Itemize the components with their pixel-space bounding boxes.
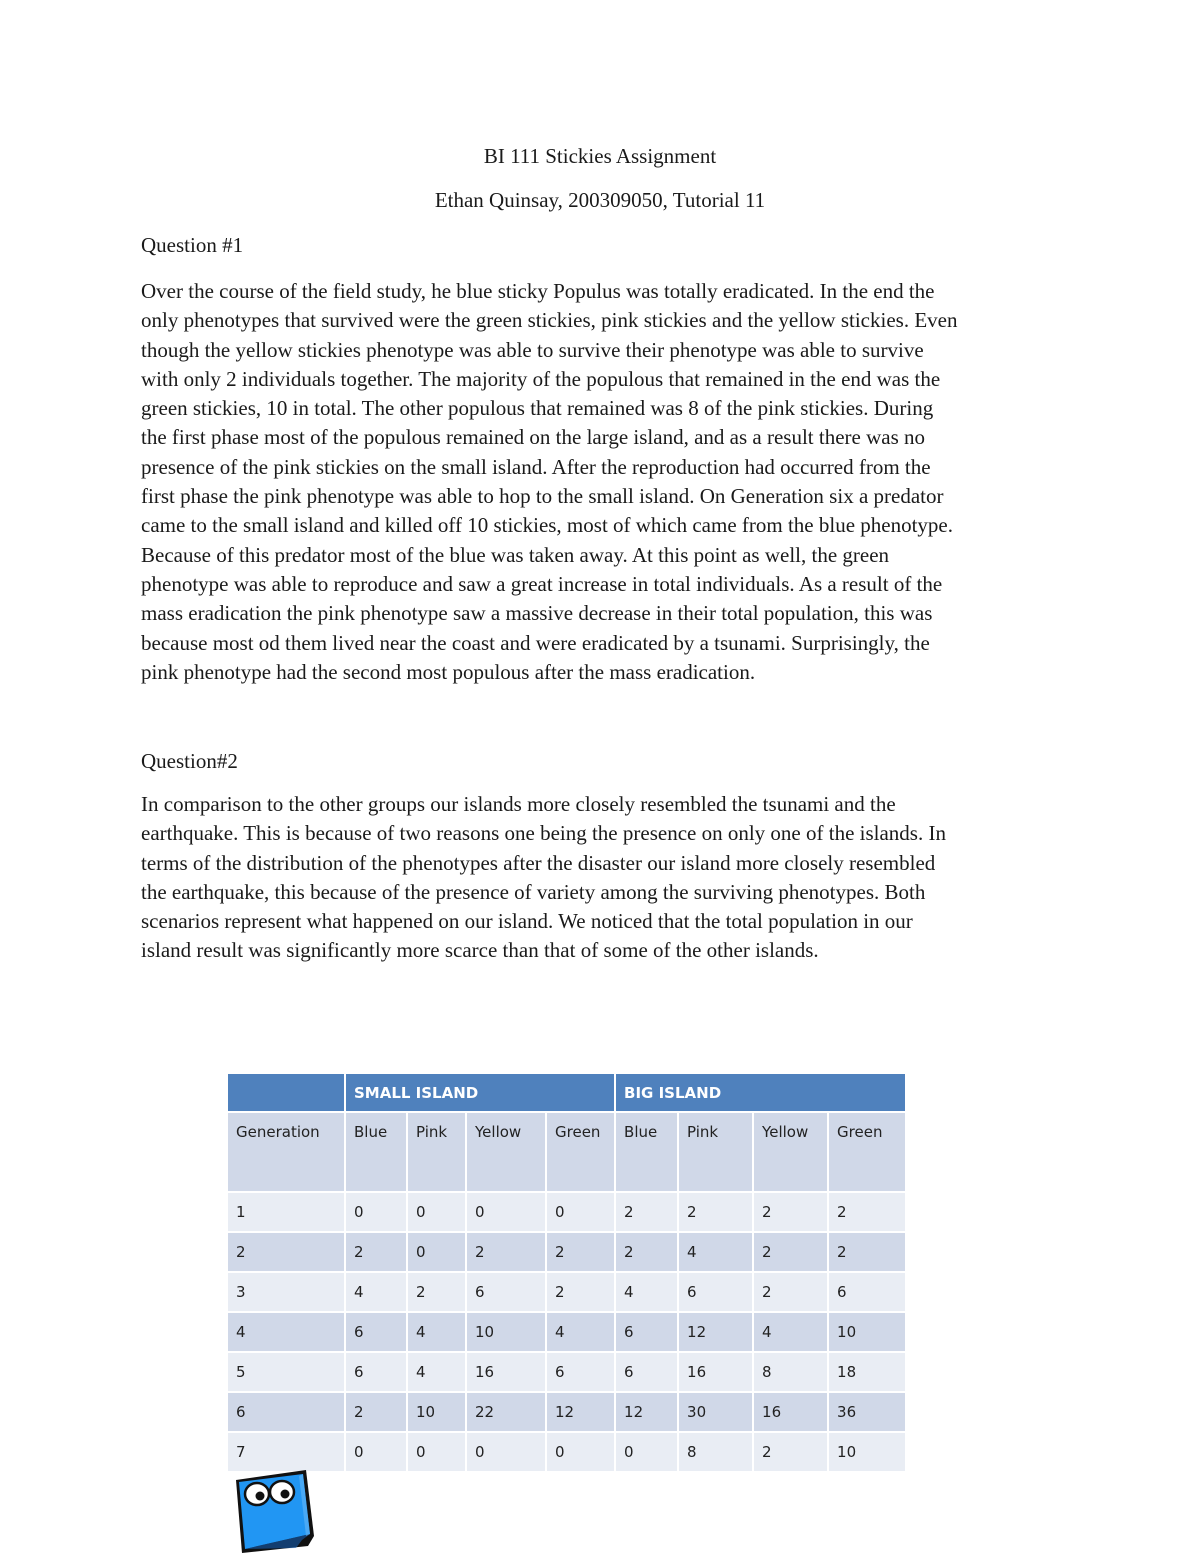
table-cell: 12 — [615, 1392, 678, 1432]
table-cell: 4 — [407, 1352, 466, 1392]
table-row — [228, 1272, 905, 1312]
table-cell: 4 — [345, 1272, 407, 1312]
table-cell: 7 — [228, 1432, 345, 1471]
table-cell: 2 — [753, 1432, 828, 1471]
column-header: Yellow — [753, 1112, 828, 1192]
table-cell: 16 — [678, 1352, 753, 1392]
small-island-header: SMALL ISLAND — [345, 1074, 615, 1112]
column-header: Yellow — [466, 1112, 546, 1192]
table-cell: 0 — [407, 1192, 466, 1232]
table-cell: 2 — [753, 1272, 828, 1312]
big-island-header: BIG ISLAND — [615, 1074, 905, 1112]
table-cell: 2 — [678, 1192, 753, 1232]
table-cell: 6 — [345, 1312, 407, 1352]
table-cell: 2 — [828, 1192, 905, 1232]
population-table — [228, 1074, 905, 1471]
table-cell: 8 — [753, 1352, 828, 1392]
table-cell: 2 — [407, 1272, 466, 1312]
column-header: Generation — [228, 1112, 345, 1192]
table-cell: 6 — [678, 1272, 753, 1312]
table-cell: 2 — [466, 1232, 546, 1272]
table-cell: 10 — [407, 1392, 466, 1432]
column-header: Pink — [407, 1112, 466, 1192]
table-row — [228, 1192, 905, 1232]
table-cell: 10 — [828, 1312, 905, 1352]
table-cell: 4 — [407, 1312, 466, 1352]
table-cell: 8 — [678, 1432, 753, 1471]
table-cell: 2 — [615, 1192, 678, 1232]
table-cell: 0 — [345, 1432, 407, 1471]
table-cell: 2 — [753, 1232, 828, 1272]
table-cell: 2 — [828, 1232, 905, 1272]
table-cell: 36 — [828, 1392, 905, 1432]
table-cell: 6 — [615, 1352, 678, 1392]
table-cell: 2 — [345, 1232, 407, 1272]
table-row — [228, 1232, 905, 1272]
table-cell: 4 — [228, 1312, 345, 1352]
table-row — [228, 1312, 905, 1352]
table-cell: 16 — [753, 1392, 828, 1432]
question-1-heading: Question #1 — [141, 233, 244, 257]
table-row — [228, 1352, 905, 1392]
table-cell: 2 — [345, 1392, 407, 1432]
table-cell: 0 — [546, 1192, 615, 1232]
table-cell: 4 — [546, 1312, 615, 1352]
table-cell: 4 — [753, 1312, 828, 1352]
table-row — [228, 1432, 905, 1471]
table-cell: 4 — [615, 1272, 678, 1312]
table-cell: 10 — [828, 1432, 905, 1471]
table-cell: 2 — [228, 1232, 345, 1272]
table-cell: 0 — [345, 1192, 407, 1232]
table-cell: 0 — [407, 1432, 466, 1471]
table-cell: 18 — [828, 1352, 905, 1392]
table-cell: 2 — [546, 1232, 615, 1272]
author-line: Ethan Quinsay, 200309050, Tutorial 11 — [434, 188, 766, 212]
column-header: Green — [546, 1112, 615, 1192]
question-2-answer: In comparison to the other groups our islands more closely resembled the tsunami and the earthquake. This is because of two reasons one being the presence on only one of the islands. In terms of the distribution of the phenotypes after the disaster our island more closely resembled the earthquake, this because of the presence of variety among the surviving phenotypes. Both scenarios represent what happened on our island. We noticed that the total population in our island result was significantly more scarce than that of some of the other islands. — [141, 792, 946, 963]
table-cell: 0 — [615, 1432, 678, 1471]
column-header: Blue — [345, 1112, 407, 1192]
table-cell: 0 — [546, 1432, 615, 1471]
table-cell: 22 — [466, 1392, 546, 1432]
table-row — [228, 1392, 905, 1432]
table-cell: 6 — [615, 1312, 678, 1352]
question-2-heading: Question#2 — [141, 749, 238, 773]
table-cell: 0 — [407, 1232, 466, 1272]
table-group-header-row — [228, 1074, 905, 1112]
question-1-answer: Over the course of the field study, he blue sticky Populus was totally eradicated. In the end the only phenotypes that survived were the green stickies, pink stickies and the yellow stickies. Even though the yellow stickies phenotype was able to survive their phenotype was able to survive with only 2 individuals together. The majority of the populous that remained in the end was the green stickies, 10 in total. The other populous that remained was 8 of the pink stickies. During the first phase most of the populous remained on the large island, and as a result there was no presence of the pink stickies on the small island. After the reproduction had occurred from the first phase the pink phenotype was able to hop to the small island. On Generation six a predator came to the small island and killed off 10 stickies, most of which came from the blue phenotype. Because of this predator most of the blue was taken away. At this point as well, the green phenotype was able to reproduce and saw a great increase in total individuals. As a result of the mass eradication the pink phenotype saw a massive decrease in their total population, this was because most od them lived near the coast and were eradicated by a tsunami. Surprisingly, the pink phenotype had the second most populous after the mass eradication. — [141, 279, 958, 684]
table-cell: 6 — [228, 1392, 345, 1432]
column-header: Green — [828, 1112, 905, 1192]
table-cell: 16 — [466, 1352, 546, 1392]
table-cell: 30 — [678, 1392, 753, 1432]
table-cell: 10 — [466, 1312, 546, 1352]
column-header: Blue — [615, 1112, 678, 1192]
table-corner-cell — [228, 1074, 345, 1112]
table-cell: 0 — [466, 1432, 546, 1471]
page-title: BI 111 Stickies Assignment — [483, 144, 717, 168]
table-column-header-row — [228, 1112, 905, 1192]
table-cell: 12 — [678, 1312, 753, 1352]
sticky-note-icon — [222, 1466, 318, 1553]
table-cell: 12 — [546, 1392, 615, 1432]
table-cell: 6 — [345, 1352, 407, 1392]
table-cell: 6 — [546, 1352, 615, 1392]
table-cell: 1 — [228, 1192, 345, 1232]
table-cell: 6 — [466, 1272, 546, 1312]
table-cell: 2 — [753, 1192, 828, 1232]
column-header: Pink — [678, 1112, 753, 1192]
table-cell: 5 — [228, 1352, 345, 1392]
table-cell: 3 — [228, 1272, 345, 1312]
table-cell: 2 — [615, 1232, 678, 1272]
table-cell: 6 — [828, 1272, 905, 1312]
table-cell: 2 — [546, 1272, 615, 1312]
table-cell: 4 — [678, 1232, 753, 1272]
table-cell: 0 — [466, 1192, 546, 1232]
